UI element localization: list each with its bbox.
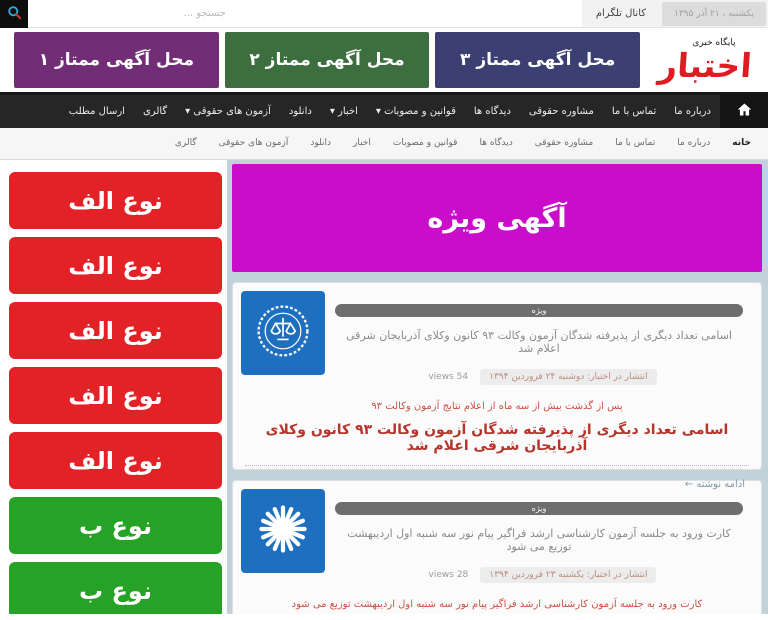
subnav-item-laws[interactable]: قوانین و مصوبات xyxy=(392,138,458,148)
post-1-meta xyxy=(335,364,743,385)
subnav-item-about[interactable]: درباره ما xyxy=(677,138,711,148)
post-card-2 xyxy=(232,480,762,614)
main-navigation xyxy=(0,92,768,128)
nav-item-contact[interactable]: تماس با ما xyxy=(611,106,657,117)
main-content xyxy=(232,160,762,614)
views-count: views 28 xyxy=(428,570,469,580)
search-icon xyxy=(7,5,22,24)
premium-ad-slot-2[interactable]: محل آگهی ممتاز ۲ xyxy=(225,32,430,88)
dotted-divider xyxy=(245,465,749,466)
premium-ads-row xyxy=(0,28,768,92)
nav-item-submit-post[interactable]: ارسال مطلب xyxy=(68,106,125,117)
search-bar xyxy=(28,0,582,27)
premium-ad-slot-3[interactable]: محل آگهی ممتاز ۳ xyxy=(435,32,640,88)
post-1-thumbnail[interactable] xyxy=(241,291,325,375)
sidebar-ad-type-a-1[interactable]: نوع الف xyxy=(9,172,222,229)
post-2-header xyxy=(241,489,753,583)
subnav-item-home[interactable]: خانه xyxy=(732,138,751,148)
special-ads-banner: آگهی ویژه xyxy=(232,164,762,272)
featured-ribbon: ویژه xyxy=(335,502,743,515)
read-more-link[interactable]: ادامه نوشته ← xyxy=(684,479,745,490)
post-1-body xyxy=(325,291,753,385)
bar-association-emblem-icon xyxy=(253,301,313,365)
post-1-header xyxy=(241,291,753,385)
premium-ad-slot-1[interactable]: محل آگهی ممتاز ۱ xyxy=(14,32,219,88)
views-count: views 54 xyxy=(428,372,469,382)
sidebar-ad-type-b-1[interactable]: نوع ب xyxy=(9,497,222,554)
publish-date-badge: انتشار در اختبار: دوشنبه ۲۴ فروردین ۱۳۹۴ xyxy=(480,369,656,385)
sidebar-ad-type-a-5[interactable]: نوع الف xyxy=(9,432,222,489)
nav-home-button[interactable] xyxy=(720,95,768,128)
post-card-1 xyxy=(232,282,762,490)
top-bar xyxy=(0,0,768,28)
sidebar-ad-type-a-2[interactable]: نوع الف xyxy=(9,237,222,294)
post-2-thumbnail[interactable] xyxy=(241,489,325,573)
post-2-meta xyxy=(335,562,743,583)
post-1-title[interactable]: اسامی تعداد دیگری از پذیرفته شدگان آزمون وکالت ۹۳ کانون وکلای آذربایجان شرقی اعلام شد xyxy=(265,422,729,454)
subnav-item-news[interactable]: اخبار xyxy=(353,138,371,148)
breadcrumb-navigation xyxy=(0,128,768,160)
post-1-intro[interactable]: پس از گذشت بیش از سه ماه از اعلام نتایج آزمون وکالت ۹۳ xyxy=(371,401,623,412)
subnav-item-viewpoints[interactable]: دیدگاه ها xyxy=(479,138,513,148)
publish-date-badge: انتشار در اختبار: یکشنبه ۲۳ فروردین ۱۳۹۴ xyxy=(480,567,656,583)
nav-item-gallery[interactable]: گالری xyxy=(142,106,168,117)
sidebar-ad-type-a-4[interactable]: نوع الف xyxy=(9,367,222,424)
ad-sidebar xyxy=(0,160,227,614)
nav-item-laws-dropdown[interactable]: قوانین و مصوبات ▾ xyxy=(375,106,456,117)
search-input[interactable] xyxy=(28,1,238,27)
nav-item-download[interactable]: دانلود xyxy=(288,106,312,117)
post-2-intro[interactable]: کارت ورود به جلسه آزمون کارشناسی ارشد فراگیر پیام نور سه شنبه اول اردیبهشت توزیع می شود xyxy=(291,599,703,610)
subnav-item-legal-exams[interactable]: آزمون های حقوقی xyxy=(218,138,289,148)
payam-noor-sunburst-icon xyxy=(253,499,313,563)
telegram-channel-link[interactable]: کانال تلگرام xyxy=(595,8,647,19)
featured-ribbon: ویژه xyxy=(335,304,743,317)
subnav-item-legal-advice[interactable]: مشاوره حقوقی xyxy=(534,138,594,148)
sidebar-ad-type-a-3[interactable]: نوع الف xyxy=(9,302,222,359)
date-badge: یکشنبه ، ۲۱ آذر ۱۳۹۵ xyxy=(662,2,766,26)
sidebar-ad-type-b-2[interactable]: نوع ب xyxy=(9,562,222,614)
logo-subtitle: پایگاه خبری xyxy=(692,37,736,48)
subnav-item-download[interactable]: دانلود xyxy=(310,138,331,148)
logo-title: اختبار xyxy=(656,45,754,85)
home-icon xyxy=(736,101,753,122)
nav-item-legal-exams-dropdown[interactable]: آزمون های حقوقی ▾ xyxy=(185,106,271,117)
post-1-summary[interactable]: اسامی تعداد دیگری از پذیرفته شدگان آزمون وکالت ۹۳ کانون وکلای آذربایجان شرقی اعلام شد xyxy=(346,329,732,355)
post-2-body xyxy=(325,489,753,583)
site-logo[interactable] xyxy=(646,37,764,85)
subnav-item-contact[interactable]: تماس با ما xyxy=(615,138,656,148)
subnav-item-gallery[interactable]: گالری xyxy=(174,138,197,148)
nav-item-news-dropdown[interactable]: اخبار ▾ xyxy=(329,106,358,117)
topbar-right-cluster xyxy=(582,0,768,27)
page-body xyxy=(0,160,768,614)
post-2-summary[interactable]: کارت ورود به جلسه آزمون کارشناسی ارشد فراگیر پیام نور سه شنبه اول اردیبهشت توزیع می شود xyxy=(347,527,731,553)
search-button[interactable] xyxy=(0,0,28,28)
nav-item-legal-advice[interactable]: مشاوره حقوقی xyxy=(528,106,594,117)
nav-item-viewpoints[interactable]: دیدگاه ها xyxy=(473,106,511,117)
nav-item-about[interactable]: درباره ما xyxy=(674,106,711,117)
